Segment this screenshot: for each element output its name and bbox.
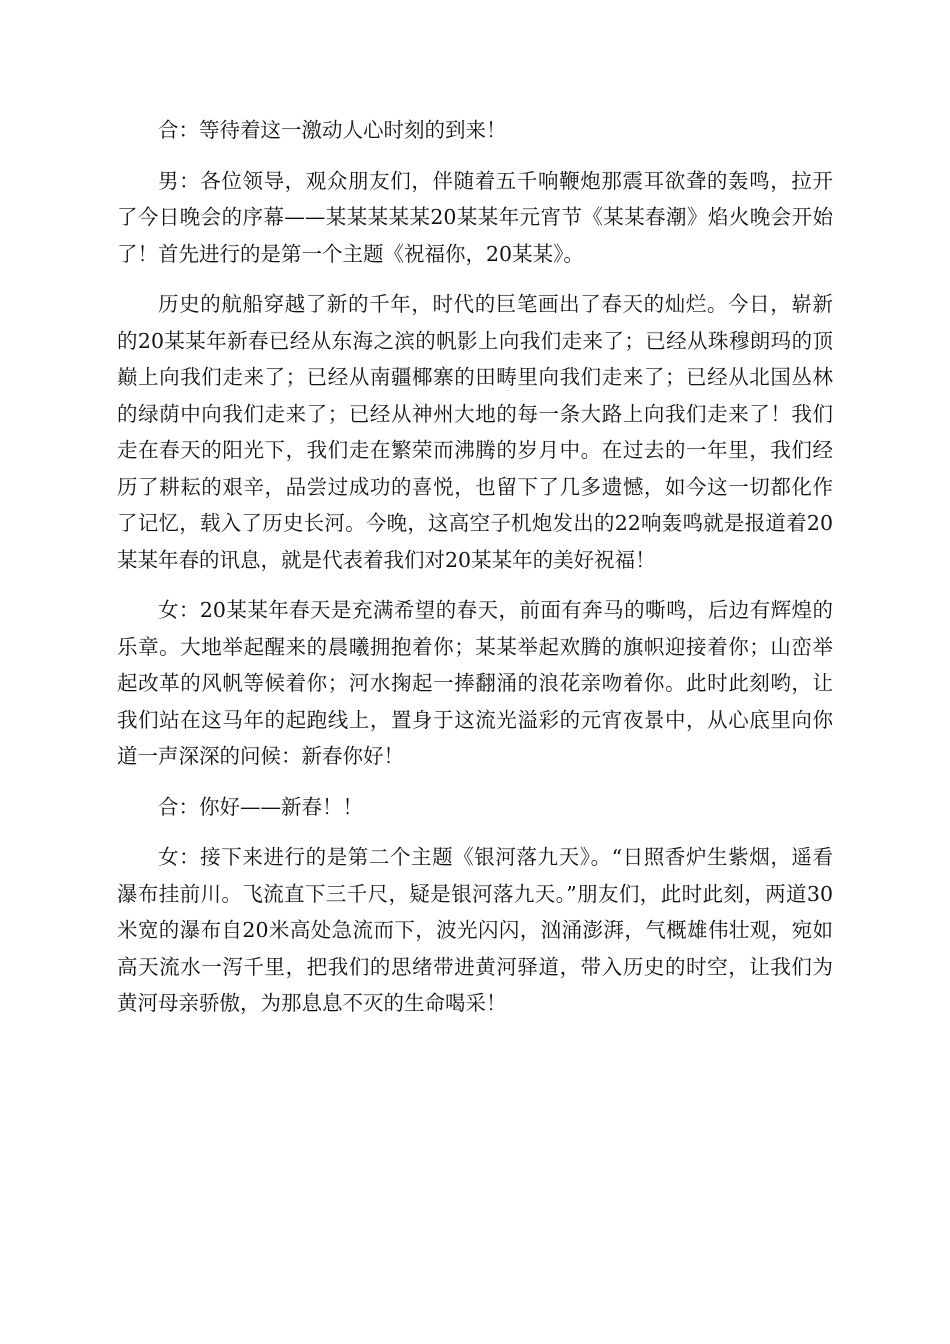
paragraph-male-opening: 男：各位领导，观众朋友们，伴随着五千响鞭炮那震耳欲聋的轰鸣，拉开了今日晚会的序幕——某某某某某20某某年元宵节《某某春潮》焰火晚会开始了！首先进行的是第一个主题《祝福你，20某某》。	[117, 168, 833, 266]
paragraph-female-waterfall: 女：接下来进行的是第二个主题《银河落九天》。“日照香炉生紫烟，遥看瀑布挂前川。飞流直下三千尺，疑是银河落九天。”朋友们，此时此刻，两道30米宽的瀑布自20米高处急流而下，波光闪闪，汹涌澎湃，气概雄伟壮观，宛如高天流水一泻千里，把我们的思绪带进黄河驿道，带入历史的时空，让我们为黄河母亲骄傲，为那息息不灭的生命喝采！	[117, 845, 833, 1015]
document-body	[117, 112, 833, 1036]
paragraph-female-spring-hope: 女：20某某年春天是充满希望的春天，前面有奔马的嘶鸣，后边有辉煌的乐章。大地举起醒来的晨曦拥抱着你；某某举起欢腾的旗帜迎接着你；山峦举起改革的风帆等候着你；河水掬起一捧翻涌的浪花亲吻着你。此时此刻哟，让我们站在这马年的起跑线上，置身于这流光溢彩的元宵夜景中，从心底里向你道一声深深的问候：新春你好！	[117, 598, 833, 768]
paragraph-history-spring: 历史的航船穿越了新的千年，时代的巨笔画出了春天的灿烂。今日，崭新的20某某年新春已经从东海之滨的帆影上向我们走来了；已经从珠穆朗玛的顶巅上向我们走来了；已经从南疆椰寨的田畴里向我们走来了；已经从北国丛林的绿荫中向我们走来了；已经从神州大地的每一条大路上向我们走来了！我们走在春天的阳光下，我们走在繁荣而沸腾的岁月中。在过去的一年里，我们经历了耕耘的艰辛，品尝过成功的喜悦，也留下了几多遗憾，如今这一切都化作了记忆，载入了历史长河。今晚，这高空子机炮发出的22响轰鸣就是报道着20某某年春的讯息，就是代表着我们对20某某年的美好祝福！	[117, 292, 833, 572]
paragraph-chorus-waiting: 合：等待着这一激动人心时刻的到来！	[158, 118, 507, 142]
paragraph-chorus-greeting: 合：你好——新春！！	[158, 794, 363, 819]
